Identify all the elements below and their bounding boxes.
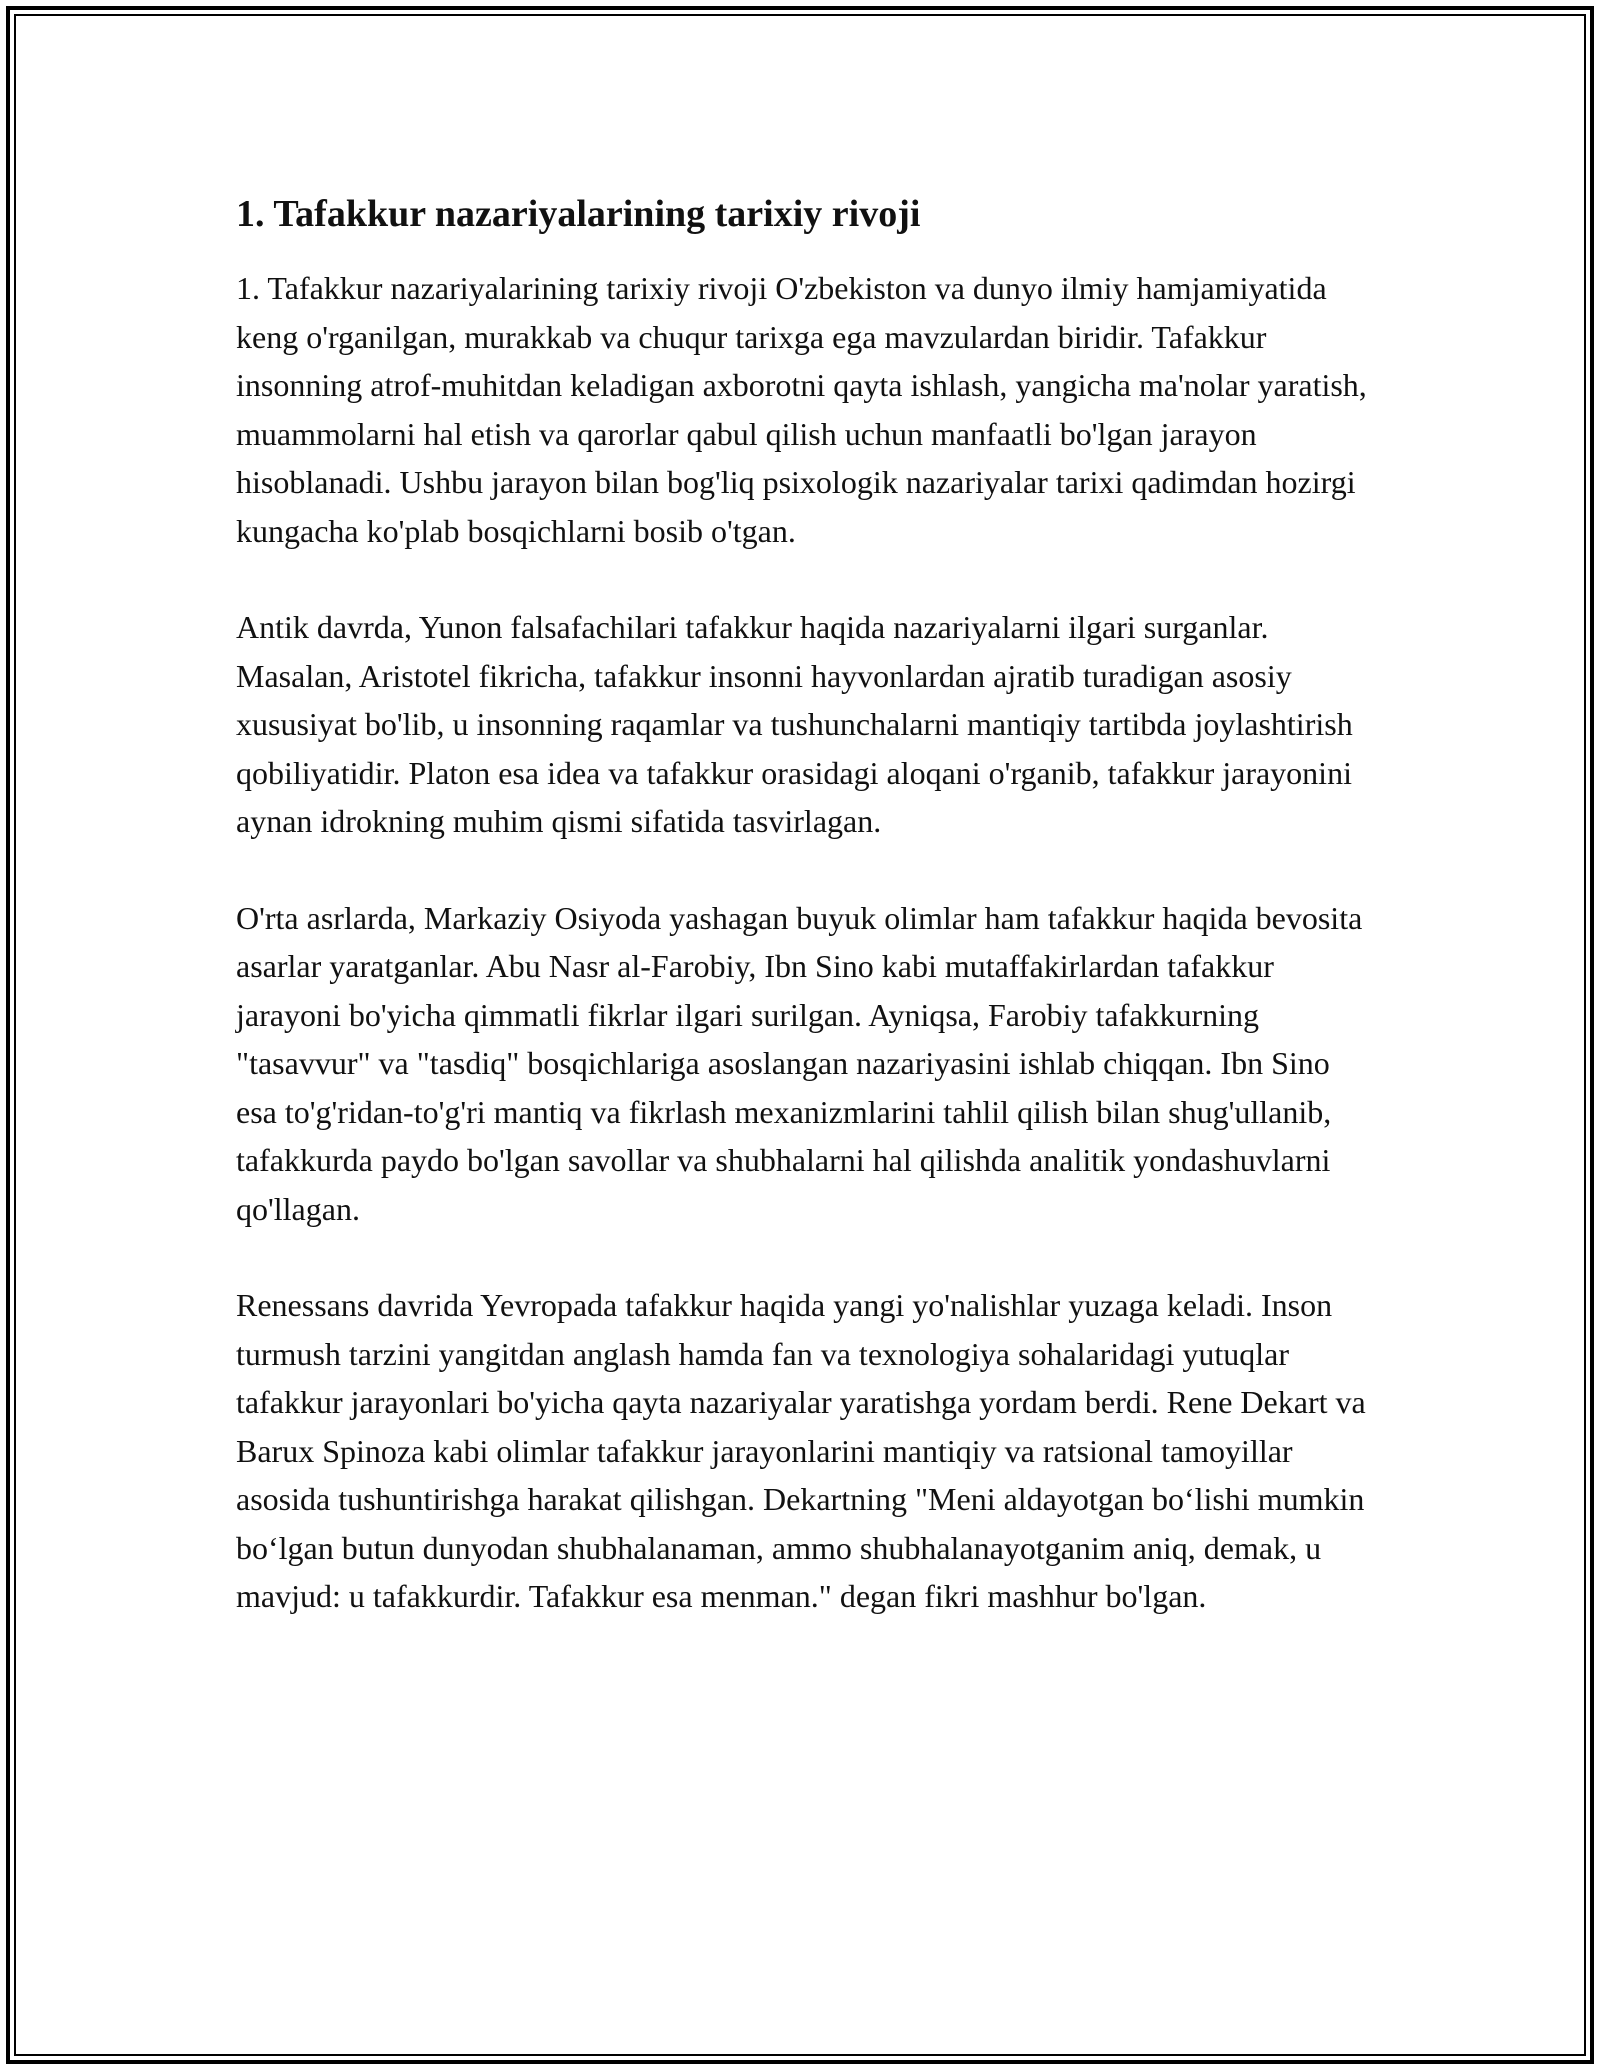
paragraph-intro: 1. Tafakkur nazariyalarining tarixiy rivoji O'zbekiston va dunyo ilmiy hamjamiyatida keng o'rganilgan, murakkab va chuqur tarixga ega mavzulardan biridir. Tafakkur insonning atrof-muhitdan keladigan axborotni qayta ishlash, yangicha ma'nolar yaratish, muammolarni hal etish va qarorlar qabul qilish uchun manfaatli bo'lgan jarayon hisoblanadi. Ushbu jarayon bilan bog'liq psixologik nazariyalar tarixi qadimdan hozirgi kungacha ko'plab bosqichlarni bosib o'tgan.: [236, 270, 1367, 549]
paragraph-renaissance: Renessans davrida Yevropada tafakkur haqida yangi yo'nalishlar yuzaga keladi. Inson turmush tarzini yangitdan anglash hamda fan va texnologiya sohalaridagi yutuqlar tafakkur jarayonlari bo'yicha qayta nazariyalar yaratishga yordam berdi. Rene Dekart va Barux Spinoza kabi olimlar tafakkur jarayonlarini mantiqiy va ratsional tamoyillar asosida tushuntirishga harakat qilishgan. Dekartning "Meni aldayotgan bo‘lishi mumkin bo‘lgan butun dunyodan shubhalanaman, ammo shubhalanayotganim aniq, demak, u mavjud: u tafakkurdir. Tafakkur esa menman." degan fikri mashhur bo'lgan.: [236, 1287, 1366, 1614]
section-title: 1. Tafakkur nazariyalarining tarixiy rivoji: [236, 193, 921, 235]
paragraph-middle-ages: O'rta asrlarda, Markaziy Osiyoda yashagan buyuk olimlar ham tafakkur haqida bevosita asarlar yaratganlar. Abu Nasr al-Farobiy, Ibn Sino kabi mutaffakirlardan tafakkur jarayoni bo'yicha qimmatli fikrlar ilgari surilgan. Ayniqsa, Farobiy tafakkurning "tasavvur" va "tasdiq" bosqichlariga asoslangan nazariyasini ishlab chiqqan. Ibn Sino esa to'g'ridan-to'g'ri mantiq va fikrlash mexanizmlarini tahlil qilish bilan shug'ullanib, tafakkurda paydo bo'lgan savollar va shubhalarni hal qilishda analitik yondashuvlarni qo'llagan.: [236, 899, 1363, 1227]
paragraph-antiquity: Antik davrda, Yunon falsafachilari tafakkur haqida nazariyalarni ilgari surganlar. Masalan, Aristotel fikricha, tafakkur insonni hayvonlardan ajratib turadigan asosiy xususiyat bo'lib, u insonning raqamlar va tushunchalarni mantiqiy tartibda joylashtirish qobiliyatidir. Platon esa idea va tafakkur orasidagi aloqani o'rganib, tafakkur jarayonini aynan idrokning muhim qismi sifatida tasvirlagan.: [236, 609, 1353, 839]
document-body: [236, 186, 1376, 1621]
